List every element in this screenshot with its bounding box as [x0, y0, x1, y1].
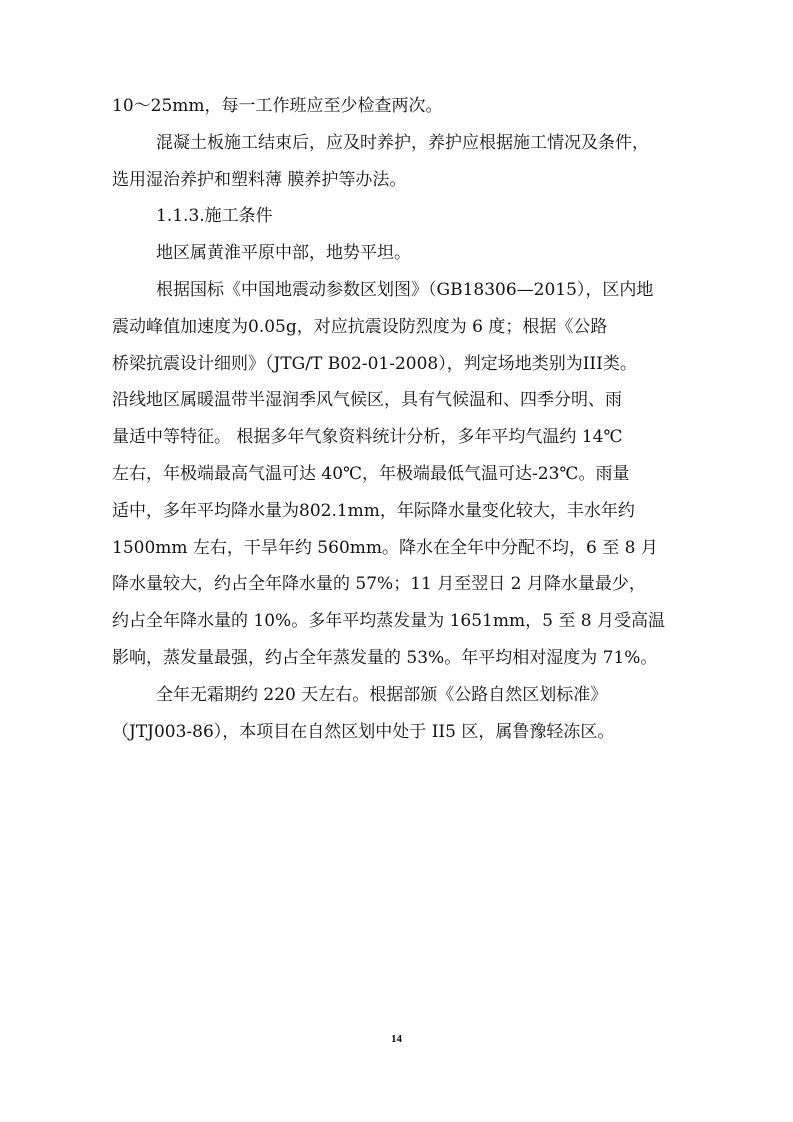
section-heading: 1.1.3.施工条件: [156, 206, 273, 227]
paragraph-line: 量适中等特征。 根据多年气象资料统计分析，多年平均气温约 14℃: [112, 427, 623, 448]
paragraph-line: 根据国标《中国地震动参数区划图》（GB18306—2015），区内地: [156, 279, 654, 300]
paragraph-line: 适中，多年平均降水量为802.1mm，年际降水量变化较大，丰水年约: [112, 500, 635, 521]
paragraph-line: 影响，蒸发量最强，约占全年蒸发量的 53%。年平均相对湿度为 71%。: [112, 647, 658, 668]
paragraph-line: （JTJ003-86），本项目在自然区划中处于 II5 区，属鲁豫轻冻区。: [112, 721, 615, 742]
paragraph-line: 混凝土板施工结束后，应及时养护，养护应根据施工情况及条件，: [156, 132, 649, 153]
paragraph-line: 桥梁抗震设计细则》（JTG/T B02-01-2008），判定场地类别为III类。: [112, 353, 637, 374]
paragraph-line: 10～25mm，每一工作班应至少检查两次。: [112, 96, 443, 116]
paragraph-line: 震动峰值加速度为0.05g，对应抗震设防烈度为 6 度；根据《公路: [112, 316, 608, 337]
document-body: [112, 88, 684, 750]
paragraph-line: 1500mm 左右，干旱年约 560mm。降水在全年中分配不均，6 至 8 月: [112, 537, 658, 558]
paragraph-line: 降水量较大，约占全年降水量的 57%；11 月至翌日 2 月降水量最少，: [112, 574, 646, 595]
paragraph-line: 地区属黄淮平原中部，地势平坦。: [156, 243, 411, 264]
paragraph-line: 约占全年降水量的 10%。多年平均蒸发量为 1651mm，5 至 8 月受高温: [112, 611, 665, 632]
paragraph-line: 全年无霜期约 220 天左右。根据部颁《公路自然区划标准》: [156, 684, 608, 705]
page-number: 14: [391, 1033, 402, 1045]
paragraph-line: 左右，年极端最高气温可达 40℃，年极端最低气温可达-23℃。雨量: [112, 463, 630, 484]
paragraph-line: 选用湿治养护和塑料薄 膜养护等办法。: [112, 169, 407, 190]
paragraph-line: 沿线地区属暖温带半湿润季风气候区，具有气候温和、四季分明、雨: [112, 390, 622, 411]
